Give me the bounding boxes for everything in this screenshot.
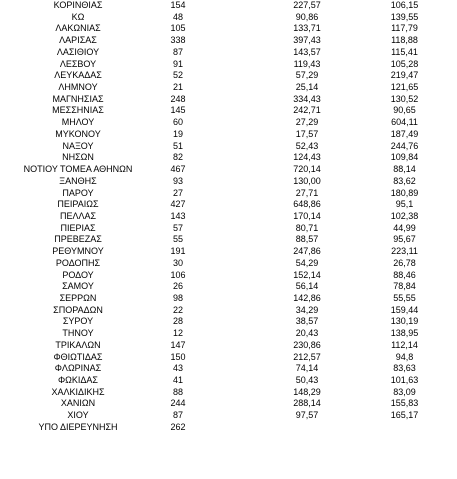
value-c-cell: 121,65 xyxy=(390,82,419,93)
case-count-cell: 22 xyxy=(172,304,183,315)
value-b-cell: 20,43 xyxy=(295,328,319,339)
value-b-cell: 34,29 xyxy=(295,304,319,315)
case-count-cell: 51 xyxy=(172,140,183,151)
value-b-cell: 52,43 xyxy=(295,140,319,151)
value-c-cell: 604,11 xyxy=(391,117,418,128)
region-name-cell: ΠΑΡΟΥ xyxy=(62,187,94,198)
table-row xyxy=(0,94,457,106)
table-row xyxy=(0,340,457,352)
value-c-cell: 83,09 xyxy=(393,386,416,397)
region-name-cell: ΠΡΕΒΕΖΑΣ xyxy=(54,234,102,245)
region-name-cell: ΞΑΝΘΗΣ xyxy=(59,175,97,186)
case-count-cell: 60 xyxy=(172,117,183,128)
value-c-cell: 115,41 xyxy=(391,46,418,57)
value-b-cell: 142,86 xyxy=(293,292,321,303)
value-b-cell: 288,14 xyxy=(293,398,321,409)
value-c-cell: 130,52 xyxy=(390,93,419,104)
region-name-cell: ΛΑΚΩΝΙΑΣ xyxy=(55,23,101,34)
value-c-cell: 83,62 xyxy=(393,175,416,186)
value-b-cell: 148,29 xyxy=(293,386,321,397)
value-b-cell: 54,29 xyxy=(295,257,319,268)
table-row xyxy=(0,0,457,12)
region-name-cell: ΤΗΝΟΥ xyxy=(62,328,94,339)
value-b-cell: 143,57 xyxy=(293,46,321,57)
value-b-cell: 80,71 xyxy=(295,222,319,233)
case-count-cell: 154 xyxy=(170,0,186,10)
table-row xyxy=(0,82,457,94)
table-row xyxy=(0,246,457,258)
value-c-cell: 109,84 xyxy=(390,152,419,163)
value-b-cell: 648,86 xyxy=(293,199,321,210)
value-b-cell: 27,29 xyxy=(295,117,319,128)
value-c-cell: 101,63 xyxy=(390,375,419,385)
value-b-cell: 56,14 xyxy=(295,281,319,292)
value-c-cell: 112,14 xyxy=(391,339,418,350)
region-name-cell: ΦΛΩΡΙΝΑΣ xyxy=(54,363,102,374)
table-row xyxy=(0,152,457,164)
region-name-cell: ΝΗΣΩΝ xyxy=(62,152,94,163)
table-row xyxy=(0,164,457,176)
value-c-cell: 187,49 xyxy=(390,128,419,139)
value-b-cell: 17,57 xyxy=(295,128,319,139)
case-count-cell: 248 xyxy=(170,93,186,104)
table-row xyxy=(0,305,457,317)
value-b-cell: 50,43 xyxy=(295,375,319,385)
value-b-cell: 334,43 xyxy=(293,93,321,104)
table-row xyxy=(0,375,457,387)
value-c-cell: 159,44 xyxy=(390,304,419,315)
value-b-cell: 74,14 xyxy=(295,363,319,374)
table-row xyxy=(0,47,457,59)
value-c-cell: 180,89 xyxy=(390,187,419,198)
region-name-cell: ΣΠΟΡΑΔΩΝ xyxy=(53,304,103,315)
case-count-cell: 143 xyxy=(170,210,186,221)
case-count-cell: 244 xyxy=(170,398,186,409)
table-row xyxy=(0,176,457,188)
case-count-cell: 191 xyxy=(170,246,186,257)
table-row xyxy=(0,59,457,71)
case-count-cell: 87 xyxy=(172,46,183,57)
value-b-cell: 227,57 xyxy=(293,0,321,10)
value-c-cell: 155,83 xyxy=(390,398,419,409)
region-name-cell: ΚΟΡΙΝΘΙΑΣ xyxy=(53,0,103,10)
table-row xyxy=(0,387,457,399)
case-count-cell: 338 xyxy=(170,35,186,46)
table-row xyxy=(0,105,457,117)
table-row xyxy=(0,223,457,235)
value-c-cell: 105,28 xyxy=(390,58,419,69)
case-count-cell: 88 xyxy=(172,386,183,397)
table-row xyxy=(0,211,457,223)
region-name-cell: ΡΕΘΥΜΝΟΥ xyxy=(52,246,104,257)
region-name-cell: ΧΑΛΚΙΔΙΚΗΣ xyxy=(51,386,105,397)
value-b-cell: 97,57 xyxy=(295,410,319,421)
value-b-cell: 152,14 xyxy=(293,269,321,280)
region-name-cell: ΧΙΟΥ xyxy=(67,410,89,421)
case-count-cell: 30 xyxy=(172,257,183,268)
region-name-cell: ΛΕΥΚΑΔΑΣ xyxy=(54,70,102,81)
value-c-cell: 88,46 xyxy=(393,269,416,280)
case-count-cell: 106 xyxy=(170,269,186,280)
region-name-cell: ΜΥΚΟΝΟΥ xyxy=(55,128,101,139)
table-row xyxy=(0,352,457,364)
region-name-cell: ΝΟΤΙΟΥ ΤΟΜΕΑ ΑΘΗΝΩΝ xyxy=(23,164,133,175)
table-row xyxy=(0,188,457,200)
case-count-cell: 55 xyxy=(172,234,183,245)
case-count-cell: 93 xyxy=(172,175,183,186)
value-c-cell: 118,88 xyxy=(391,35,418,46)
region-name-cell: ΜΑΓΝΗΣΙΑΣ xyxy=(52,93,104,104)
region-name-cell: ΣΕΡΡΩΝ xyxy=(59,292,97,303)
table-row xyxy=(0,70,457,82)
value-c-cell: 44,99 xyxy=(393,222,416,233)
value-c-cell: 219,47 xyxy=(390,70,419,81)
value-c-cell: 88,14 xyxy=(393,164,416,175)
case-count-cell: 91 xyxy=(172,58,183,69)
region-name-cell: ΠΙΕΡΙΑΣ xyxy=(60,222,96,233)
table-row xyxy=(0,234,457,246)
region-name-cell: ΦΘΙΩΤΙΔΑΣ xyxy=(53,351,103,362)
case-count-cell: 19 xyxy=(172,128,183,139)
case-count-cell: 262 xyxy=(170,421,186,432)
value-c-cell: 26,78 xyxy=(393,257,416,268)
case-count-cell: 12 xyxy=(172,328,183,339)
table-row xyxy=(0,316,457,328)
table-row xyxy=(0,35,457,47)
value-c-cell: 94,8 xyxy=(395,351,414,362)
case-count-cell: 147 xyxy=(170,339,186,350)
value-b-cell: 124,43 xyxy=(293,152,321,163)
case-count-cell: 427 xyxy=(170,199,186,210)
table-row xyxy=(0,410,457,422)
case-count-cell: 26 xyxy=(172,281,183,292)
case-count-cell: 105 xyxy=(170,23,186,34)
region-name-cell: ΧΑΝΙΩΝ xyxy=(60,398,96,409)
value-c-cell: 130,19 xyxy=(390,316,419,327)
value-b-cell: 57,29 xyxy=(295,70,319,81)
region-name-cell: ΣΥΡΟΥ xyxy=(62,316,94,327)
table-row xyxy=(0,141,457,153)
case-count-cell: 145 xyxy=(170,105,186,116)
value-b-cell: 88,57 xyxy=(295,234,319,245)
table-row xyxy=(0,117,457,129)
value-b-cell: 720,14 xyxy=(293,164,321,175)
case-count-cell: 87 xyxy=(172,410,183,421)
region-name-cell: ΛΑΡΙΣΑΣ xyxy=(59,35,97,46)
region-name-cell: ΛΑΣΙΘΙΟΥ xyxy=(56,46,100,57)
case-count-cell: 57 xyxy=(172,222,183,233)
case-count-cell: 28 xyxy=(172,316,183,327)
table-row xyxy=(0,398,457,410)
value-b-cell: 242,71 xyxy=(293,105,321,116)
value-c-cell: 102,38 xyxy=(390,210,419,221)
value-b-cell: 133,71 xyxy=(293,23,321,34)
region-name-cell: ΛΕΣΒΟΥ xyxy=(59,58,97,69)
region-name-cell: ΝΑΞΟΥ xyxy=(62,140,94,151)
region-name-cell: ΚΩ xyxy=(71,11,85,22)
case-count-cell: 48 xyxy=(172,11,183,22)
region-name-cell: ΡΟΔΟΠΗΣ xyxy=(55,257,101,268)
value-c-cell: 90,65 xyxy=(393,105,416,116)
case-count-cell: 467 xyxy=(170,164,186,175)
case-count-cell: 41 xyxy=(172,375,183,385)
value-b-cell: 119,43 xyxy=(293,58,321,69)
case-count-cell: 82 xyxy=(172,152,183,163)
region-name-cell: ΠΕΛΛΑΣ xyxy=(59,210,97,221)
value-b-cell: 130,00 xyxy=(293,175,321,186)
value-c-cell: 95,67 xyxy=(393,234,416,245)
region-name-cell: ΜΕΣΣΗΝΙΑΣ xyxy=(52,105,104,116)
value-c-cell: 78,84 xyxy=(393,281,416,292)
region-name-cell: ΥΠΟ ΔΙΕΡΕΥΝΗΣΗ xyxy=(38,421,118,432)
table-row xyxy=(0,422,457,434)
case-count-cell: 27 xyxy=(172,187,183,198)
value-c-cell: 165,17 xyxy=(390,410,419,421)
region-name-cell: ΣΑΜΟΥ xyxy=(62,281,94,292)
value-b-cell: 90,86 xyxy=(295,11,319,22)
table-row xyxy=(0,199,457,211)
table-row xyxy=(0,23,457,35)
region-name-cell: ΠΕΙΡΑΙΩΣ xyxy=(57,199,99,210)
value-b-cell: 212,57 xyxy=(293,351,321,362)
value-b-cell: 25,14 xyxy=(295,82,319,93)
region-name-cell: ΜΗΛΟΥ xyxy=(61,117,95,128)
value-b-cell: 230,86 xyxy=(293,339,321,350)
table-row xyxy=(0,258,457,270)
value-c-cell: 106,15 xyxy=(390,0,419,10)
table-row xyxy=(0,281,457,293)
value-b-cell: 27,71 xyxy=(295,187,319,198)
case-count-cell: 21 xyxy=(172,82,183,93)
value-b-cell: 170,14 xyxy=(293,210,321,221)
value-c-cell: 244,76 xyxy=(390,140,419,151)
table-row xyxy=(0,328,457,340)
value-c-cell: 138,95 xyxy=(390,328,419,339)
value-b-cell: 38,57 xyxy=(295,316,319,327)
value-c-cell: 139,55 xyxy=(390,11,419,22)
case-count-cell: 52 xyxy=(172,70,183,81)
table-row xyxy=(0,129,457,141)
value-c-cell: 117,79 xyxy=(391,23,418,34)
value-c-cell: 223,11 xyxy=(391,246,418,257)
table-row xyxy=(0,270,457,282)
table-row xyxy=(0,363,457,375)
table-row xyxy=(0,12,457,24)
region-name-cell: ΛΗΜΝΟΥ xyxy=(58,82,98,93)
table-row xyxy=(0,293,457,305)
value-b-cell: 247,86 xyxy=(293,246,321,257)
case-count-cell: 150 xyxy=(170,351,186,362)
region-name-cell: ΡΟΔΟΥ xyxy=(62,269,94,280)
region-name-cell: ΦΩΚΙΔΑΣ xyxy=(58,375,98,385)
value-c-cell: 95,1 xyxy=(395,199,414,210)
value-c-cell: 55,55 xyxy=(393,292,416,303)
case-count-cell: 43 xyxy=(172,363,183,374)
value-c-cell: 83,63 xyxy=(393,363,416,374)
region-name-cell: ΤΡΙΚΑΛΩΝ xyxy=(55,339,101,350)
value-b-cell: 397,43 xyxy=(293,35,321,46)
case-count-cell: 98 xyxy=(172,292,183,303)
